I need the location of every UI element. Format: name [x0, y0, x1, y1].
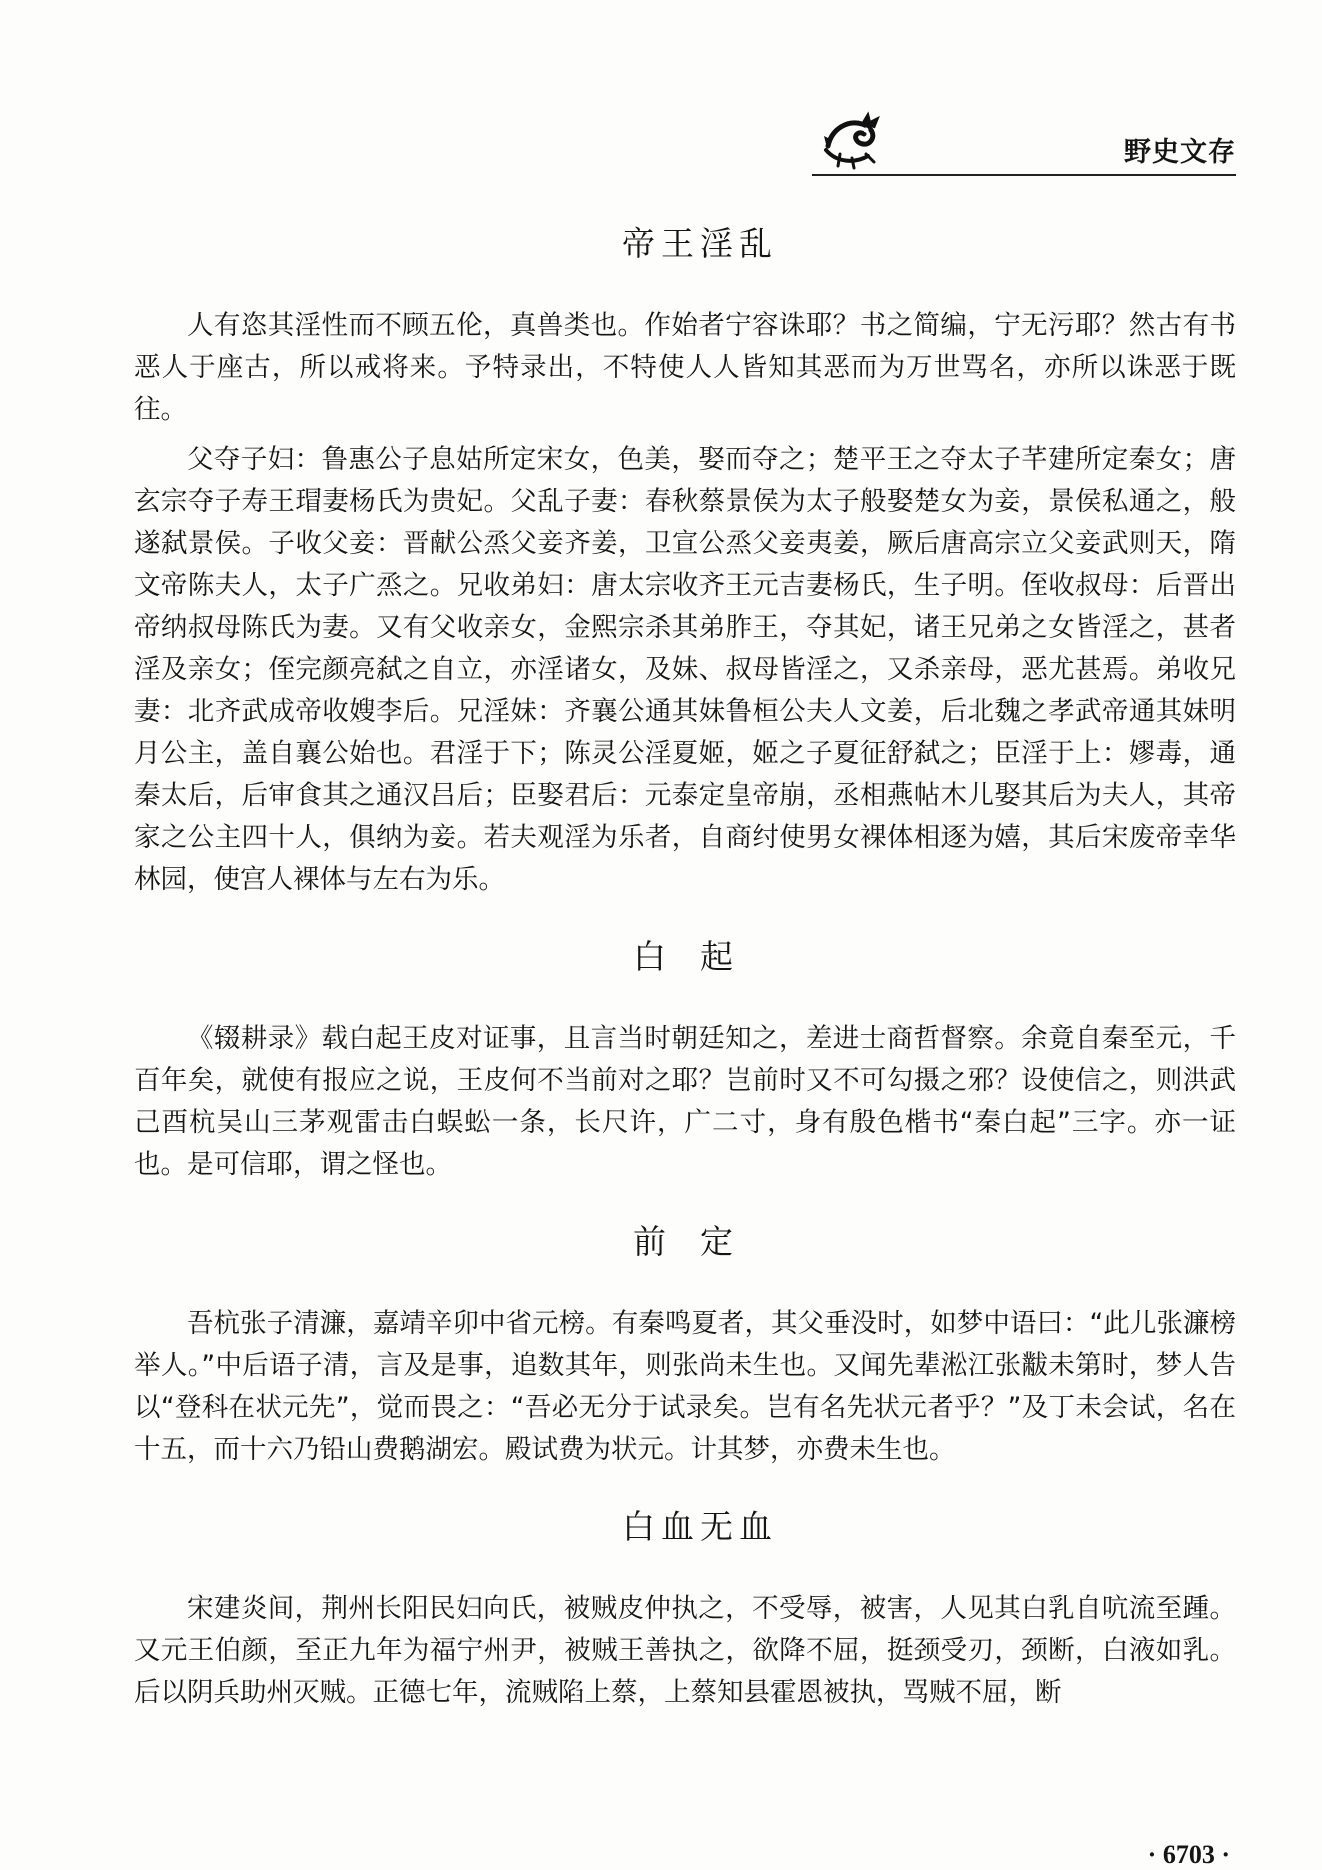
series-title: 野史文存 — [1124, 137, 1236, 168]
section-emperor-debauchery — [134, 218, 1236, 901]
paragraph: 父夺子妇：鲁惠公子息姑所定宋女，色美，娶而夺之；楚平王之夺太子芊建所定秦女；唐玄宗夺子寿王瑁妻杨氏为贵妃。父乱子妻：春秋蔡景侯为太子般娶楚女为妾，景侯私通之，般遂弑景侯。子收父妾：晋献公烝父妾齐姜，卫宣公烝父妾夷姜，厥后唐高宗立父妾武则天，隋文帝陈夫人，太子广烝之。兄收弟妇：唐太宗收齐王元吉妻杨氏，生子明。侄收叔母：后晋出帝纳叔母陈氏为妻。又有父收亲女，金熙宗杀其弟胙王，夺其妃，诸王兄弟之女皆淫之，甚者淫及亲女；侄完颜亮弑之自立，亦淫诸女，及妹、叔母皆淫之，又杀亲母，恶尤甚焉。弟收兄妻：北齐武成帝收嫂李后。兄淫妹：齐襄公通其妹鲁桓公夫人文姜，后北魏之孝武帝通其妹明月公主，盖自襄公始也。君淫于下；陈灵公淫夏姬，姬之子夏征舒弑之；臣淫于上：嫪毒，通秦太后，后审食其之通汉吕后；臣娶君后：元泰定皇帝崩，丞相燕帖木儿娶其后为夫人，其帝家之公主四十人，俱纳为妾。若夫观淫为乐者，自商纣使男女裸体相逐为嬉，其后宋废帝幸华林园，使宫人裸体与左右为乐。 — [134, 444, 1236, 895]
page-content — [134, 218, 1236, 1744]
section-predestination — [134, 1216, 1236, 1471]
page-number: · 6703 · — [1147, 1840, 1230, 1869]
section-title: 白起 — [633, 937, 767, 976]
section-white-blood — [134, 1501, 1236, 1714]
running-header — [812, 96, 1236, 176]
paragraph: 宋建炎间，荆州长阳民妇向氏，被贼皮仲执之，不受辱，被害，人见其白乳自吭流至踵。又元王伯颜，至正九年为福宁州尹，被贼王善执之，欲降不屈，挺颈受刃，颈断，白液如乳。后以阴兵助州灭贼。正德七年，流贼陷上蔡，上蔡知县霍恩被执，骂贼不屈，断 — [134, 1593, 1236, 1708]
dragon-emblem-icon — [818, 106, 884, 172]
section-title: 白血无血 — [622, 1507, 778, 1546]
section-bai-qi — [134, 931, 1236, 1186]
section-title: 前定 — [633, 1222, 767, 1261]
paragraph: 《辍耕录》载白起王皮对证事，且言当时朝廷知之，差进士商哲督察。余竟自秦至元，千百年矣，就使有报应之说，王皮何不当前对之耶？岂前时又不可勾摄之邪？设使信之，则洪武己酉杭吴山三茅观雷击白蜈蚣一条，长尺许，广二寸，身有殷色楷书“秦白起”三字。亦一证也。是可信耶，谓之怪也。 — [134, 1023, 1236, 1180]
paragraph: 人有恣其淫性而不顾五伦，真兽类也。作始者宁容诛耶？书之简编，宁无污耶？然古有书恶人于座古，所以戒将来。予特录出，不特使人人皆知其恶而为万世骂名，亦所以诛恶于既往。 — [134, 310, 1236, 425]
section-title: 帝王淫乱 — [622, 224, 778, 263]
paragraph: 吾杭张子清濂，嘉靖辛卯中省元榜。有秦鸣夏者，其父垂没时，如梦中语曰：“此儿张濂榜举人。”中后语子清，言及是事，追数其年，则张尚未生也。又闻先辈淞江张黻未第时，梦人告以“登科在状元先”，觉而畏之：“吾必无分于试录矣。岂有名先状元者乎？”及丁未会试，名在十五，而十六乃铅山费鹅湖宏。殿试费为状元。计其梦，亦费未生也。 — [134, 1308, 1236, 1465]
